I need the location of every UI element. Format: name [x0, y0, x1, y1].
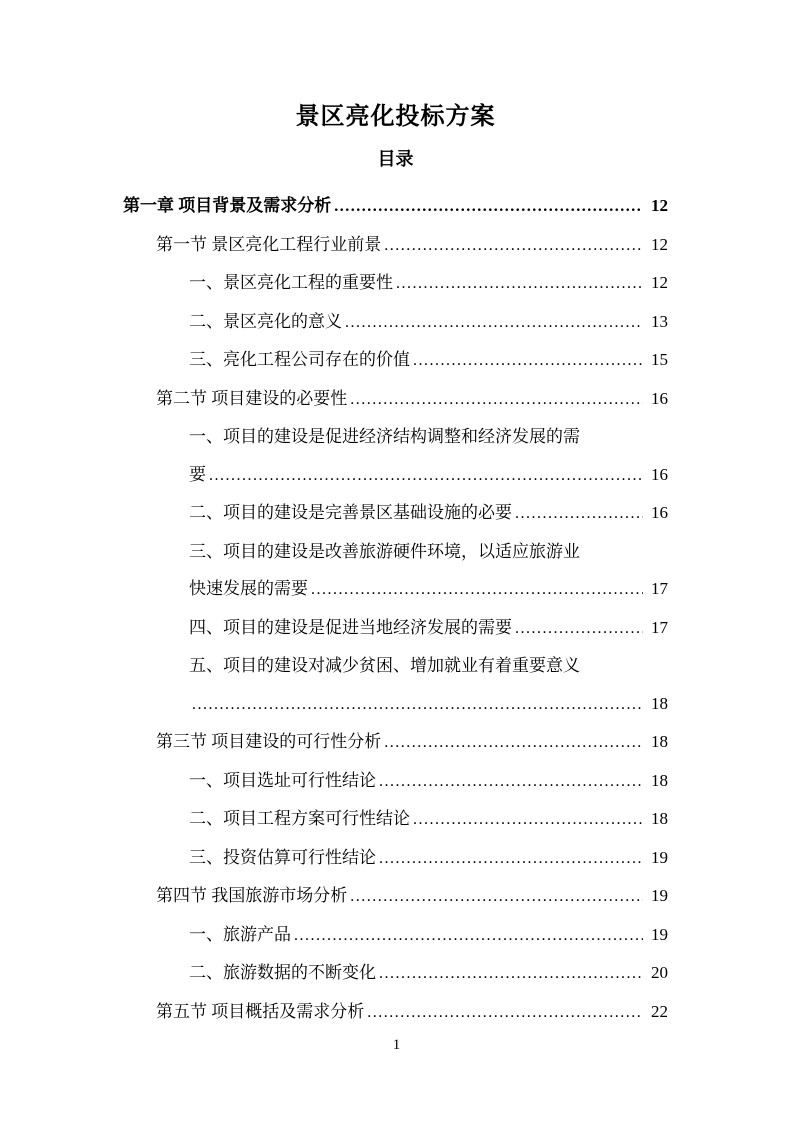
toc-entry-text: 一、旅游产品: [189, 924, 291, 944]
toc-page-number: 19: [651, 924, 668, 944]
toc-row[interactable]: [123, 303, 668, 342]
toc-leader-dots: [379, 762, 643, 801]
toc-row[interactable]: [123, 226, 668, 265]
toc-leader-dots: [396, 264, 643, 303]
toc-row[interactable]: [123, 456, 668, 495]
toc-leader-dots: [345, 303, 643, 342]
toc-leader-dots: [192, 685, 643, 724]
toc-row[interactable]: [123, 609, 668, 648]
toc-entry-text: 二、项目工程方案可行性结论: [189, 809, 410, 828]
toc-entry-text: 三、项目的建设是改善旅游硬件环境，以适应旅游业: [189, 541, 580, 561]
toc-page-number: 20: [651, 963, 668, 982]
toc-entry-text: 快速发展的需要: [189, 579, 308, 598]
toc-entry-text: 第五节 项目概括及需求分析: [156, 1001, 365, 1021]
toc-page-number: 22: [651, 1001, 668, 1021]
toc-page-number: 12: [651, 196, 668, 215]
toc-page-number: 19: [651, 847, 668, 867]
toc-leader-dots: [515, 494, 643, 533]
toc-row[interactable]: [123, 418, 668, 456]
toc-row[interactable]: [123, 993, 668, 1032]
toc-leader-dots: [350, 877, 643, 916]
toc-entry-text: 第三节 项目建设的可行性分析: [156, 732, 382, 751]
toc-page-number: 16: [651, 503, 668, 522]
toc-page-number: 19: [651, 886, 668, 905]
toc-list: [123, 187, 668, 1031]
toc-row[interactable]: [123, 916, 668, 955]
toc-entry-text: 要: [189, 464, 206, 484]
toc-page-number: 18: [651, 809, 668, 828]
toc-leader-dots: [367, 993, 643, 1032]
toc-leader-dots: [384, 723, 643, 762]
toc-entry-text: 二、旅游数据的不断变化: [189, 963, 376, 982]
toc-leader-dots: [413, 341, 643, 380]
toc-leader-dots: [350, 380, 643, 419]
toc-page-number: 15: [651, 350, 668, 369]
toc-row[interactable]: [123, 264, 668, 303]
toc-page-number: 13: [651, 311, 668, 331]
toc-leader-dots: [413, 800, 643, 839]
toc-row[interactable]: [123, 380, 668, 419]
toc-page-number: 17: [651, 617, 668, 637]
toc-entry-text: 第二节 项目建设的必要性: [156, 388, 348, 408]
toc-entry-text: 一、项目选址可行性结论: [189, 770, 376, 790]
toc-page-number: 12: [651, 234, 668, 254]
toc-page-number: 18: [651, 693, 668, 713]
toc-leader-dots: [209, 456, 643, 495]
toc-entry-text: 第四节 我国旅游市场分析: [156, 886, 348, 905]
toc-page-number: 12: [651, 273, 668, 292]
toc-entry-text: 第一章 项目背景及需求分析: [123, 196, 332, 215]
toc-row[interactable]: [123, 839, 668, 878]
toc-row[interactable]: [123, 187, 668, 226]
document-title: 景区亮化投标方案: [295, 104, 496, 130]
toc-leader-dots: [515, 609, 643, 648]
toc-entry-text: 二、项目的建设是完善景区基础设施的必要: [189, 503, 512, 522]
footer-page-number: 1: [392, 1037, 401, 1053]
toc-page-number: 16: [651, 464, 668, 484]
toc-heading: 目录: [377, 149, 414, 169]
toc-row[interactable]: [123, 570, 668, 609]
toc-row[interactable]: [123, 341, 668, 380]
toc-row[interactable]: [123, 954, 668, 993]
toc-entry-text: 二、景区亮化的意义: [189, 311, 342, 331]
toc-entry-text: 三、亮化工程公司存在的价值: [189, 350, 410, 369]
toc-page-number: 17: [651, 579, 668, 598]
toc-leader-dots: [334, 187, 643, 226]
toc-row[interactable]: [123, 723, 668, 762]
toc-row[interactable]: [123, 800, 668, 839]
toc-row[interactable]: [123, 685, 668, 724]
toc-page-number: 16: [651, 388, 668, 408]
toc-row[interactable]: [123, 647, 668, 685]
toc-page-number: 18: [651, 770, 668, 790]
toc-leader-dots: [311, 570, 643, 609]
toc-row[interactable]: [123, 762, 668, 801]
toc-entry-text: 五、项目的建设对减少贫困、增加就业有着重要意义: [189, 656, 580, 675]
toc-leader-dots: [294, 916, 643, 955]
toc-entry-text: 一、项目的建设是促进经济结构调整和经济发展的需: [189, 427, 580, 446]
toc-entry-text: 四、项目的建设是促进当地经济发展的需要: [189, 617, 512, 637]
toc-page-number: 18: [651, 732, 668, 751]
toc-entry-text: 三、投资估算可行性结论: [189, 847, 376, 867]
toc-leader-dots: [379, 954, 643, 993]
toc-leader-dots: [379, 839, 643, 878]
toc-row[interactable]: [123, 533, 668, 571]
toc-entry-text: 一、景区亮化工程的重要性: [189, 273, 393, 292]
toc-row[interactable]: [123, 494, 668, 533]
toc-entry-text: 第一节 景区亮化工程行业前景: [156, 234, 382, 254]
toc-leader-dots: [384, 226, 643, 265]
toc-row[interactable]: [123, 877, 668, 916]
